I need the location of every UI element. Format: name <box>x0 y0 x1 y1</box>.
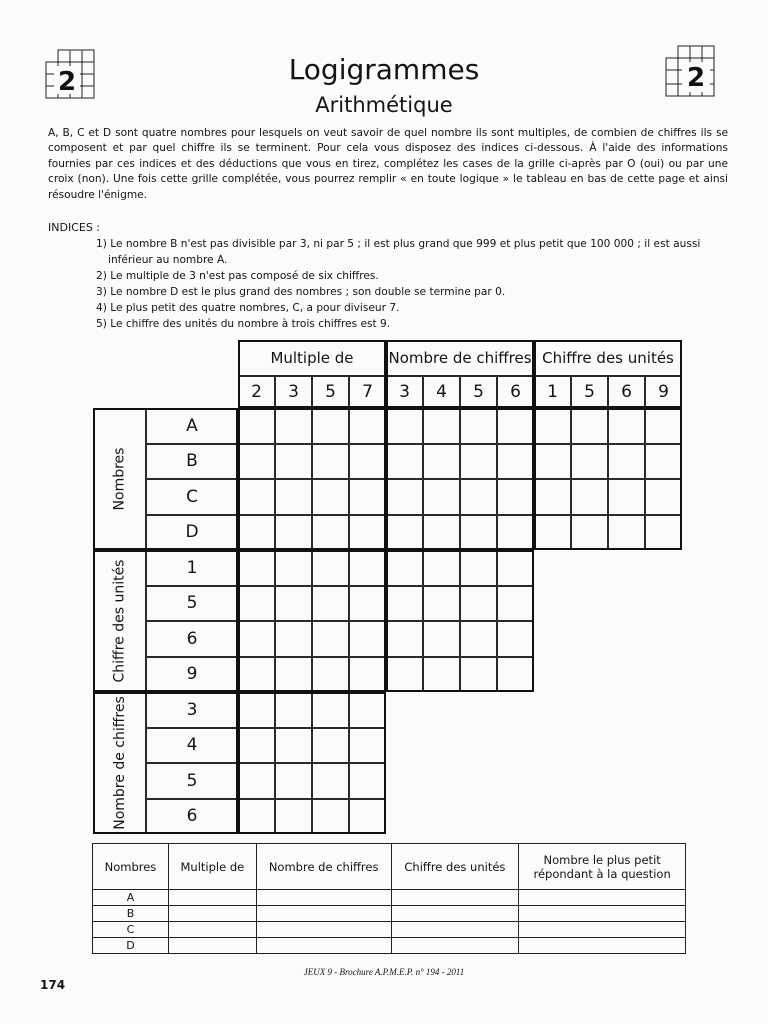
grid-answer-cell[interactable] <box>312 479 349 515</box>
grid-answer-cell[interactable] <box>349 444 386 480</box>
grid-answer-cell[interactable] <box>349 515 386 551</box>
grid-answer-cell[interactable] <box>423 621 460 657</box>
summary-table <box>92 843 686 954</box>
grid-answer-cell[interactable] <box>349 692 386 728</box>
column-value-label: 5 <box>473 382 484 402</box>
grid-answer-cell[interactable] <box>423 408 460 444</box>
summary-answer-cell[interactable] <box>519 938 686 954</box>
grid-answer-cell[interactable] <box>312 657 349 693</box>
grid-answer-cell[interactable] <box>312 799 349 835</box>
badge-number-right: 2 <box>686 63 706 93</box>
grid-answer-cell[interactable] <box>423 444 460 480</box>
grid-answer-cell[interactable] <box>645 444 682 480</box>
summary-answer-cell[interactable] <box>168 922 256 938</box>
summary-row <box>93 938 686 954</box>
grid-answer-cell[interactable] <box>349 479 386 515</box>
row-value-label: 6 <box>186 806 198 827</box>
grid-answer-cell[interactable] <box>386 586 423 622</box>
summary-header: Nombre de chiffres <box>256 844 391 890</box>
grid-answer-cell[interactable] <box>423 586 460 622</box>
grid-answer-cell[interactable] <box>571 515 608 551</box>
grid-answer-cell[interactable] <box>238 621 275 657</box>
row-value-label: 9 <box>186 664 198 685</box>
grid-answer-cell[interactable] <box>349 586 386 622</box>
clue-item: 1) Le nombre B n'est pas divisible par 3, ni par 5 ; il est plus grand que 999 et plus petit que 100 000 ; il est aussi <box>96 238 701 250</box>
grid-answer-cell[interactable] <box>460 550 497 586</box>
column-group-label: Multiple de <box>270 349 354 367</box>
grid-answer-cell[interactable] <box>238 479 275 515</box>
grid-answer-cell[interactable] <box>349 657 386 693</box>
column-value-label: 7 <box>362 382 373 402</box>
summary-answer-cell[interactable] <box>391 938 519 954</box>
intro-paragraph: A, B, C et D sont quatre nombres pour lesquels on veut savoir de quel nombre ils sont multiples, de combien de chiffres ils se composent et par quel chiffre ils se terminent. Pour cela vous disposez des indices ci-dessous. À l'aide des informations fournies par ces indices et des déductions que vous en tirez, complétez les cases de la grille ci-après par O (oui) ou par une croix (non). Une fois cette grille complétée, vous pourrez remplir « en toute logique » le tableau en bas de cette page et ainsi résoudre l'énigme. <box>48 127 728 201</box>
column-value-label: 3 <box>288 382 299 402</box>
summary-answer-cell[interactable] <box>168 890 256 906</box>
summary-answer-cell[interactable] <box>391 890 519 906</box>
grid-answer-cell[interactable] <box>608 444 645 480</box>
row-value-label: 5 <box>186 593 198 614</box>
grid-answer-cell[interactable] <box>312 763 349 799</box>
column-value-label: 1 <box>547 382 558 402</box>
row-group-label: Nombres <box>111 447 128 511</box>
grid-answer-cell[interactable] <box>238 799 275 835</box>
grid-answer-cell[interactable] <box>275 479 312 515</box>
summary-row-label: C <box>93 922 169 938</box>
grid-answer-cell[interactable] <box>645 479 682 515</box>
grid-answer-cell[interactable] <box>275 763 312 799</box>
grid-answer-cell[interactable] <box>423 550 460 586</box>
grid-answer-cell[interactable] <box>497 408 534 444</box>
row-value-label: 5 <box>186 770 198 791</box>
grid-answer-cell[interactable] <box>534 479 571 515</box>
grid-answer-cell[interactable] <box>349 621 386 657</box>
grid-answer-cell[interactable] <box>238 550 275 586</box>
grid-answer-cell[interactable] <box>275 444 312 480</box>
grid-answer-cell[interactable] <box>423 657 460 693</box>
summary-answer-cell[interactable] <box>519 906 686 922</box>
page-subtitle: Arithmétique <box>315 93 453 117</box>
grid-answer-cell[interactable] <box>497 657 534 693</box>
grid-answer-cell[interactable] <box>386 515 423 551</box>
grid-answer-cell[interactable] <box>238 408 275 444</box>
grid-answer-cell[interactable] <box>460 479 497 515</box>
column-value-label: 6 <box>510 382 521 402</box>
grid-answer-cell[interactable] <box>386 621 423 657</box>
column-value-label: 9 <box>658 382 669 402</box>
grid-answer-cell[interactable] <box>497 515 534 551</box>
grid-answer-cell[interactable] <box>238 728 275 764</box>
column-group-label: Chiffre des unités <box>542 349 674 367</box>
row-value-label: C <box>186 486 198 507</box>
clue-item: 5) Le chiffre des unités du nombre à trois chiffres est 9. <box>96 318 391 330</box>
grid-answer-cell[interactable] <box>238 586 275 622</box>
grid-answer-cell[interactable] <box>312 692 349 728</box>
grid-answer-cell[interactable] <box>460 444 497 480</box>
grid-answer-cell[interactable] <box>386 444 423 480</box>
grid-answer-cell[interactable] <box>349 408 386 444</box>
summary-row-label: A <box>93 890 169 906</box>
grid-answer-cell[interactable] <box>312 408 349 444</box>
summary-answer-cell[interactable] <box>256 906 391 922</box>
grid-answer-cell[interactable] <box>238 763 275 799</box>
grid-answer-cell[interactable] <box>238 692 275 728</box>
summary-row <box>93 890 686 906</box>
summary-row-label: B <box>93 906 169 922</box>
summary-answer-cell[interactable] <box>256 890 391 906</box>
column-value-label: 5 <box>584 382 595 402</box>
summary-header: Nombre le plus petit répondant à la question <box>519 844 686 890</box>
summary-answer-cell[interactable] <box>519 922 686 938</box>
column-value-label: 4 <box>436 382 447 402</box>
summary-answer-cell[interactable] <box>391 906 519 922</box>
footer-source: JEUX 9 - Brochure A.P.M.E.P. n° 194 - 2011 <box>303 967 465 977</box>
summary-header: Nombres <box>93 844 169 890</box>
summary-answer-cell[interactable] <box>519 890 686 906</box>
page-number: 174 <box>40 978 66 992</box>
column-value-label: 6 <box>621 382 632 402</box>
grid-answer-cell[interactable] <box>349 550 386 586</box>
row-value-label: 6 <box>186 628 198 649</box>
grid-answer-cell[interactable] <box>386 479 423 515</box>
grid-answer-cell[interactable] <box>497 550 534 586</box>
grid-answer-cell[interactable] <box>608 408 645 444</box>
grid-answer-cell[interactable] <box>275 799 312 835</box>
grid-answer-cell[interactable] <box>497 479 534 515</box>
summary-header: Multiple de <box>168 844 256 890</box>
row-value-label: B <box>186 451 198 472</box>
summary-answer-cell[interactable] <box>391 922 519 938</box>
grid-answer-cell[interactable] <box>238 444 275 480</box>
grid-answer-cell[interactable] <box>275 550 312 586</box>
clue-item: 4) Le plus petit des quatre nombres, C, a pour diviseur 7. <box>96 302 400 314</box>
grid-answer-cell[interactable] <box>312 515 349 551</box>
grid-answer-cell[interactable] <box>349 763 386 799</box>
grid-answer-cell[interactable] <box>534 444 571 480</box>
grid-answer-cell[interactable] <box>608 479 645 515</box>
grid-answer-cell[interactable] <box>349 799 386 835</box>
grid-answer-cell[interactable] <box>608 515 645 551</box>
grid-answer-cell[interactable] <box>386 408 423 444</box>
row-value-label: D <box>185 522 199 543</box>
grid-answer-cell[interactable] <box>386 550 423 586</box>
grid-answer-cell[interactable] <box>460 586 497 622</box>
clue-item: 2) Le multiple de 3 n'est pas composé de six chiffres. <box>96 270 379 282</box>
summary-answer-cell[interactable] <box>256 922 391 938</box>
summary-header: Chiffre des unités <box>391 844 519 890</box>
grid-answer-cell[interactable] <box>275 408 312 444</box>
grid-answer-cell[interactable] <box>275 515 312 551</box>
grid-answer-cell[interactable] <box>460 515 497 551</box>
badge-number-left: 2 <box>57 67 77 97</box>
indices-heading: INDICES : <box>48 221 101 234</box>
grid-answer-cell[interactable] <box>571 408 608 444</box>
grid-answer-cell[interactable] <box>312 621 349 657</box>
grid-answer-cell[interactable] <box>238 515 275 551</box>
row-value-label: A <box>186 415 198 436</box>
grid-answer-cell[interactable] <box>238 657 275 693</box>
grid-answer-cell[interactable] <box>275 621 312 657</box>
grid-answer-cell[interactable] <box>423 515 460 551</box>
summary-answer-cell[interactable] <box>168 938 256 954</box>
column-value-label: 3 <box>399 382 410 402</box>
summary-answer-cell[interactable] <box>256 938 391 954</box>
grid-answer-cell[interactable] <box>275 692 312 728</box>
page-title: Logigrammes <box>288 53 480 86</box>
grid-answer-cell[interactable] <box>460 621 497 657</box>
grid-answer-cell[interactable] <box>571 479 608 515</box>
grid-answer-cell[interactable] <box>534 515 571 551</box>
grid-answer-cell[interactable] <box>275 728 312 764</box>
grid-answer-cell[interactable] <box>460 408 497 444</box>
row-group-label: Chiffre des unités <box>111 559 128 683</box>
row-group-label: Nombre de chiffres <box>111 696 128 830</box>
grid-answer-cell[interactable] <box>571 444 608 480</box>
grid-answer-cell[interactable] <box>645 515 682 551</box>
column-group-label: Nombre de chiffres <box>388 349 532 367</box>
grid-answer-cell[interactable] <box>312 550 349 586</box>
grid-answer-cell[interactable] <box>312 444 349 480</box>
grid-answer-cell[interactable] <box>275 657 312 693</box>
summary-row-label: D <box>93 938 169 954</box>
summary-answer-cell[interactable] <box>168 906 256 922</box>
grid-answer-cell[interactable] <box>497 586 534 622</box>
grid-answer-cell[interactable] <box>460 657 497 693</box>
grid-answer-cell[interactable] <box>534 408 571 444</box>
grid-answer-cell[interactable] <box>275 586 312 622</box>
grid-answer-cell[interactable] <box>386 657 423 693</box>
grid-answer-cell[interactable] <box>312 728 349 764</box>
grid-answer-cell[interactable] <box>423 479 460 515</box>
clue-item: 3) Le nombre D est le plus grand des nombres ; son double se termine par 0. <box>96 286 506 298</box>
summary-row <box>93 906 686 922</box>
column-value-label: 5 <box>325 382 336 402</box>
row-value-label: 4 <box>186 735 198 756</box>
clue-item: inférieur au nombre A. <box>108 254 228 266</box>
grid-answer-cell[interactable] <box>497 444 534 480</box>
grid-answer-cell[interactable] <box>497 621 534 657</box>
column-value-label: 2 <box>251 382 262 402</box>
grid-answer-cell[interactable] <box>312 586 349 622</box>
summary-header-row <box>93 844 686 890</box>
grid-answer-cell[interactable] <box>645 408 682 444</box>
row-value-label: 3 <box>186 699 198 720</box>
summary-row <box>93 922 686 938</box>
grid-answer-cell[interactable] <box>349 728 386 764</box>
row-value-label: 1 <box>186 557 198 578</box>
